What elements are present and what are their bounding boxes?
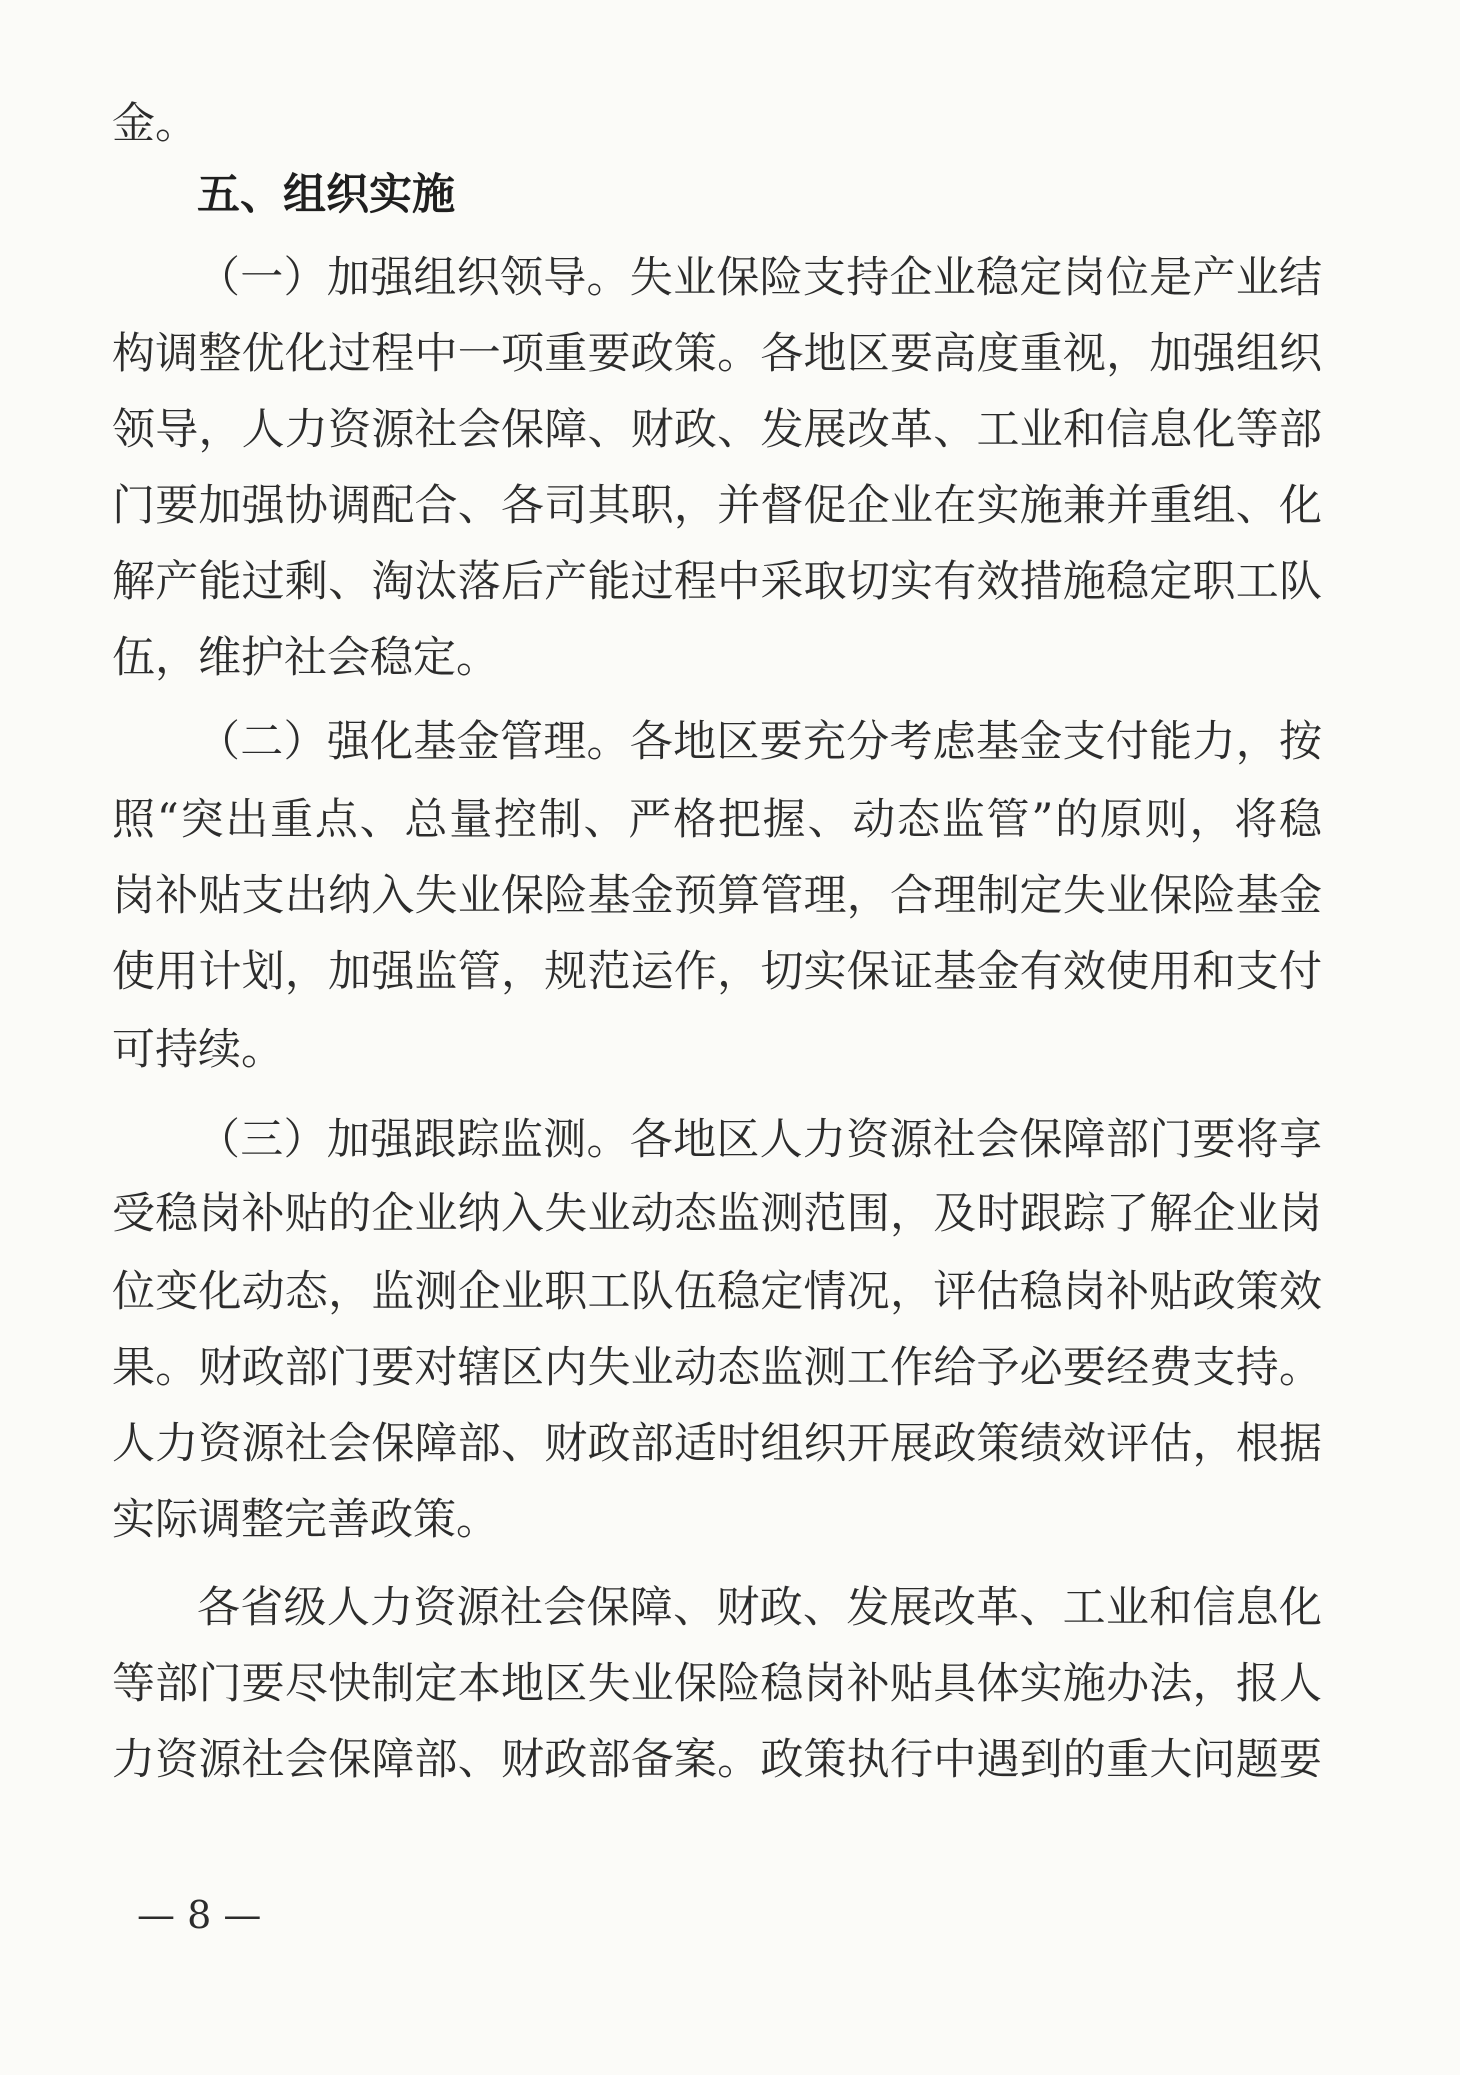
text-line: 解产能过剩、淘汰落后产能过程中采取切实有效措施稳定职工队 <box>112 557 1322 607</box>
text-line: 构调整优化过程中一项重要政策。各地区要高度重视，加强组织 <box>112 329 1322 379</box>
text-line: 领导，人力资源社会保障、财政、发展改革、工业和信息化等部 <box>112 405 1322 455</box>
page-number: — 8 — <box>137 1893 262 1937</box>
text-line: 实际调整完善政策。 <box>112 1495 499 1545</box>
text-line: 岗补贴支出纳入失业保险基金预算管理，合理制定失业保险基金 <box>112 871 1322 921</box>
text-line: 门要加强协调配合、各司其职，并督促企业在实施兼并重组、化 <box>112 481 1322 531</box>
text-line: 伍，维护社会稳定。 <box>112 633 499 683</box>
text-line: 可持续。 <box>112 1025 284 1075</box>
text-line: 力资源社会保障部、财政部备案。政策执行中遇到的重大问题要 <box>112 1735 1322 1785</box>
text-line: 各省级人力资源社会保障、财政、发展改革、工业和信息化 <box>197 1583 1322 1633</box>
text-line: 位变化动态，监测企业职工队伍稳定情况，评估稳岗补贴政策效 <box>112 1267 1322 1317</box>
text-line: 金。 <box>112 99 198 149</box>
text-line: 等部门要尽快制定本地区失业保险稳岗补贴具体实施办法，报人 <box>112 1659 1322 1709</box>
text-line: 果。财政部门要对辖区内失业动态监测工作给予必要经费支持。 <box>112 1343 1322 1393</box>
text-line: 使用计划，加强监管，规范运作，切实保证基金有效使用和支付 <box>112 947 1322 997</box>
text-line: （二）强化基金管理。各地区要充分考虑基金支付能力，按 <box>197 717 1322 767</box>
text-line: （一）加强组织领导。失业保险支持企业稳定岗位是产业结 <box>197 253 1322 303</box>
section-heading: 五、组织实施 <box>197 170 455 220</box>
text-line: 照“突出重点、总量控制、严格把握、动态监管”的原则，将稳 <box>112 795 1322 845</box>
text-line: 受稳岗补贴的企业纳入失业动态监测范围，及时跟踪了解企业岗 <box>112 1189 1322 1239</box>
text-line: （三）加强跟踪监测。各地区人力资源社会保障部门要将享 <box>197 1115 1322 1165</box>
text-line: 人力资源社会保障部、财政部适时组织开展政策绩效评估，根据 <box>112 1419 1322 1469</box>
